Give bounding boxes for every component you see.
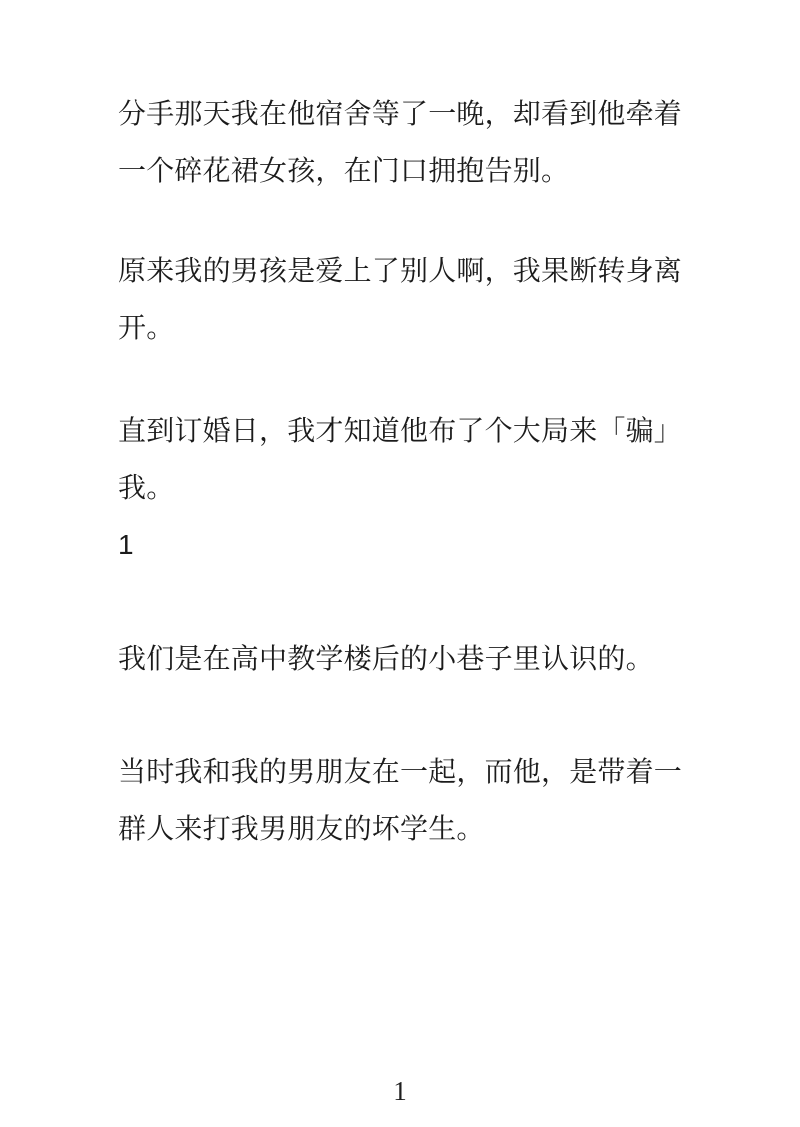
page-footer bbox=[0, 1078, 800, 1105]
page-number: 1 bbox=[393, 1076, 407, 1106]
paragraph-line: 我们是在高中教学楼后的小巷子里认识的。 bbox=[118, 643, 654, 674]
paragraph-line: 分手那天我在他宿舍等了一晚，却看到他牵着 bbox=[118, 98, 683, 129]
paragraph bbox=[118, 85, 685, 199]
paragraph-line: 一个碎花裙女孩，在门口拥抱告别。 bbox=[118, 155, 570, 186]
paragraph bbox=[118, 630, 685, 687]
paragraph bbox=[118, 743, 685, 857]
paragraph-line: 原来我的男孩是爱上了别人啊，我果断转身离 bbox=[118, 255, 683, 286]
section-number: 1 bbox=[118, 529, 134, 560]
paragraph bbox=[118, 242, 685, 356]
paragraph-line: 直到订婚日，我才知道他布了个大局来「骗」 bbox=[118, 415, 683, 446]
paragraph bbox=[118, 402, 685, 516]
paragraph-line: 当时我和我的男朋友在一起，而他，是带着一 bbox=[118, 756, 683, 787]
paragraph-line: 群人来打我男朋友的坏学生。 bbox=[118, 813, 485, 844]
paragraph-line: 开。 bbox=[118, 312, 175, 343]
paragraph-line: 我。 bbox=[118, 472, 175, 503]
